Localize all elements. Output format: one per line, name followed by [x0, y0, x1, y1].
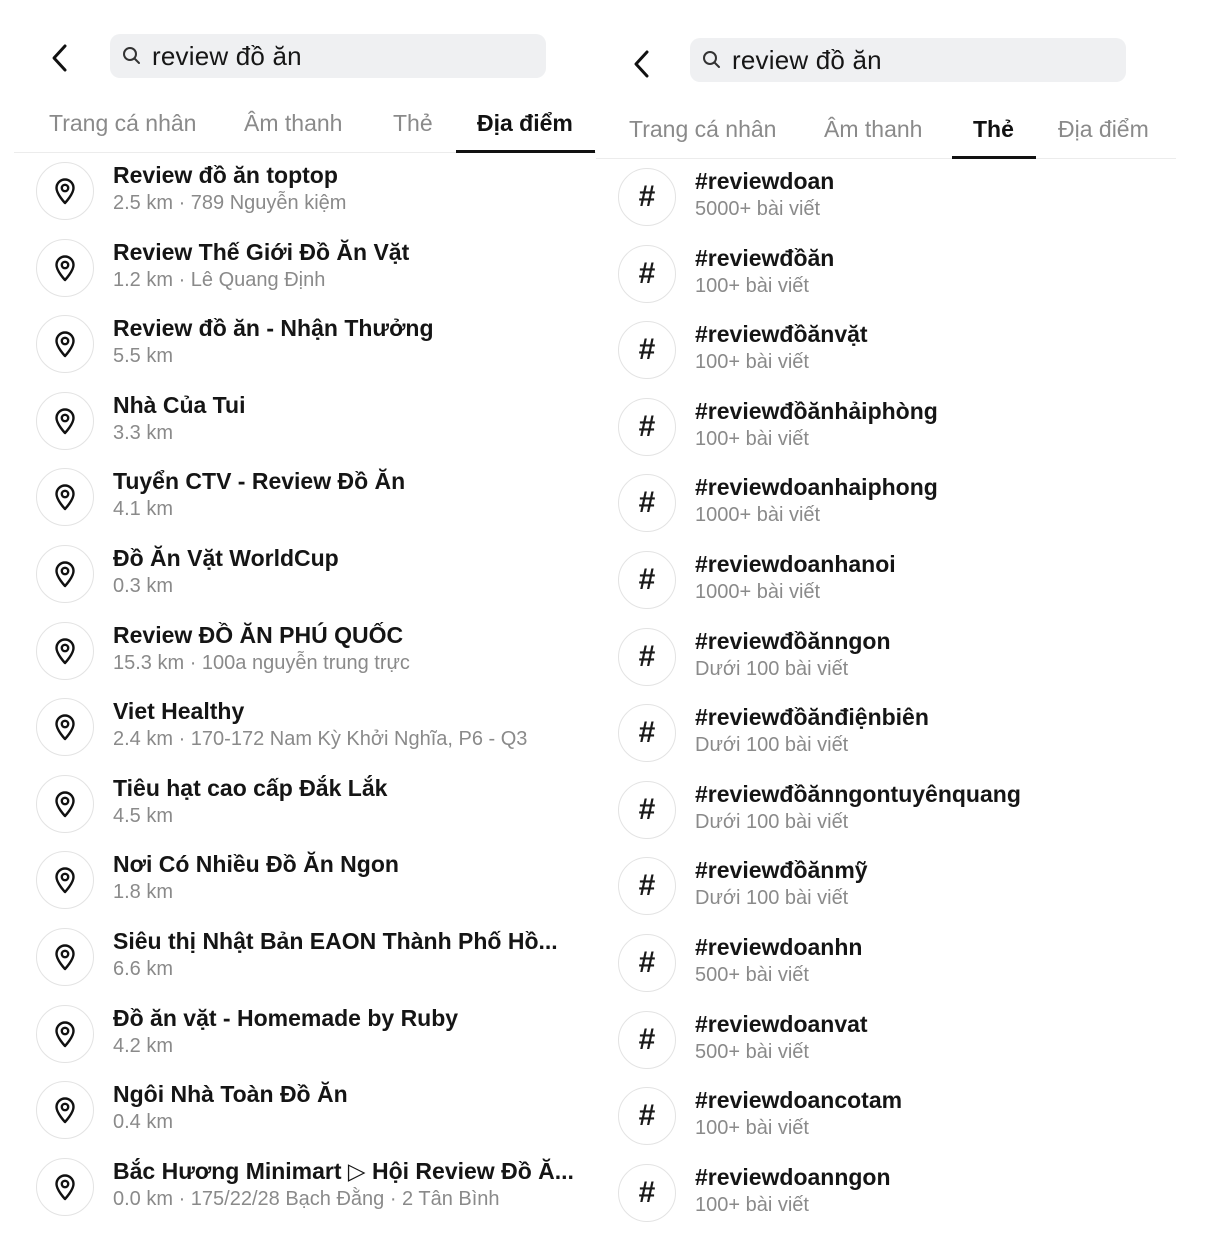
result-tabs	[596, 112, 1176, 159]
place-details: 0.0 km · 175/22/28 Bạch Đằng · 2 Tân Bình	[113, 1187, 500, 1210]
location-pin-icon	[36, 851, 94, 909]
place-name: Đồ ăn vặt - Homemade by Ruby	[113, 1004, 459, 1031]
place-name: Review đồ ăn toptop	[113, 162, 338, 188]
hashtag-name: #reviewdoanvat	[695, 1010, 868, 1037]
place-name: Siêu thị Nhật Bản EAON Thành Phố Hồ...	[113, 927, 558, 954]
place-name: Đồ Ăn Vặt WorldCup	[113, 544, 339, 571]
chevron-left-icon	[632, 49, 652, 79]
location-pin-icon	[36, 315, 94, 373]
tab-hashtags[interactable]	[952, 112, 1036, 158]
location-pin-icon	[36, 1158, 94, 1216]
place-row[interactable]	[14, 620, 596, 697]
hashtag-row[interactable]	[596, 626, 1176, 703]
hashtag-icon	[618, 781, 676, 839]
result-tabs	[14, 106, 596, 153]
places-search-screen	[14, 0, 596, 1210]
location-pin-icon	[36, 1005, 94, 1063]
hashtag-row[interactable]	[596, 549, 1176, 626]
hashtag-post-count: Dưới 100 bài viết	[695, 734, 849, 757]
hashtag-post-count: 100+ bài viết	[695, 1117, 809, 1140]
hashtag-icon	[618, 934, 676, 992]
hashtag-row[interactable]	[596, 472, 1176, 549]
tab-places[interactable]: Địa điểm	[1058, 116, 1149, 142]
tab-profiles[interactable]: Trang cá nhân	[49, 110, 197, 136]
location-pin-icon	[36, 239, 94, 297]
place-details: 2.5 km · 789 Nguyễn kiệm	[113, 192, 347, 214]
hashtag-post-count: Dưới 100 bài viết	[695, 810, 849, 833]
search-query: review đồ ăn	[732, 44, 882, 75]
tab-places-label: Địa điểm	[477, 110, 573, 136]
hashtag-row[interactable]	[596, 855, 1176, 932]
hash-symbol: #	[638, 1099, 656, 1133]
hashtag-row[interactable]	[596, 1162, 1176, 1238]
place-row[interactable]	[14, 1156, 596, 1233]
hashtag-post-count: 5000+ bài viết	[695, 198, 821, 220]
place-name: Review Thế Giới Đồ Ăn Vặt	[113, 238, 410, 265]
location-pin-icon	[36, 1081, 94, 1139]
place-name: Tuyển CTV - Review Đồ Ăn	[113, 468, 406, 495]
hashtag-name: #reviewđồănvặt	[695, 321, 868, 348]
place-row[interactable]	[14, 390, 596, 467]
location-pin-icon	[36, 698, 94, 756]
hashtag-row[interactable]	[596, 396, 1176, 473]
hash-symbol: #	[638, 1022, 656, 1056]
search-header	[596, 42, 1176, 102]
hashtag-name: #reviewđồănngon	[695, 627, 891, 654]
hash-symbol: #	[638, 562, 656, 596]
hashtag-row[interactable]	[596, 932, 1176, 1009]
hashtag-post-count: 1000+ bài viết	[695, 504, 821, 527]
place-details: 3.3 km	[113, 421, 174, 444]
hash-symbol: #	[638, 945, 656, 979]
search-query: review đồ ăn	[152, 40, 302, 71]
hash-symbol: #	[638, 639, 656, 673]
hashtag-icon	[618, 245, 676, 303]
hashtags-search-screen	[596, 0, 1176, 1216]
place-row[interactable]	[14, 926, 596, 1003]
place-name: Nơi Có Nhiều Đồ Ăn Ngon	[113, 851, 399, 878]
hashtag-icon	[618, 628, 676, 686]
place-details: 2.4 km · 170-172 Nam Kỳ Khởi Nghĩa, P6 - Q3	[113, 728, 528, 751]
hash-symbol: #	[638, 716, 656, 750]
place-row[interactable]	[14, 1079, 596, 1156]
hashtag-name: #reviewđồănmỹ	[695, 857, 868, 884]
hashtag-icon	[618, 857, 676, 915]
location-pin-icon	[36, 622, 94, 680]
hashtag-name: #reviewdoanhn	[695, 933, 863, 960]
place-details: 4.2 km	[113, 1034, 174, 1057]
place-name: Review đồ ăn - Nhận Thưởng	[113, 315, 434, 342]
hash-symbol: #	[638, 869, 656, 903]
search-icon	[702, 49, 724, 71]
hashtag-icon	[618, 704, 676, 762]
hash-symbol: #	[638, 409, 656, 443]
place-name: Review ĐỒ ĂN PHÚ QUỐC	[113, 621, 404, 648]
hash-symbol: #	[638, 333, 656, 367]
tab-sounds[interactable]: Âm thanh	[244, 110, 343, 136]
hashtag-post-count: 500+ bài viết	[695, 1040, 809, 1063]
search-input[interactable]	[690, 38, 1126, 82]
back-button[interactable]	[624, 46, 660, 82]
hashtag-row[interactable]	[596, 243, 1176, 320]
place-name: Tiêu hạt cao cấp Đắk Lắk	[113, 774, 388, 801]
hashtag-name: #reviewdoanhaiphong	[695, 474, 938, 501]
hashtag-row[interactable]	[596, 779, 1176, 856]
hashtag-name: #reviewdoancotam	[695, 1087, 903, 1114]
hashtag-row[interactable]	[596, 1009, 1176, 1086]
search-header	[14, 36, 596, 96]
hashtag-name: #reviewđồănhảiphòng	[695, 397, 938, 424]
place-row[interactable]	[14, 696, 596, 773]
tab-profiles[interactable]: Trang cá nhân	[629, 116, 777, 142]
location-pin-icon	[36, 928, 94, 986]
hashtag-name: #reviewđồănđiệnbiên	[695, 704, 929, 731]
hashtag-row[interactable]	[596, 702, 1176, 779]
search-input[interactable]	[110, 34, 546, 78]
place-row[interactable]	[14, 237, 596, 314]
location-pin-icon	[36, 162, 94, 220]
tab-places[interactable]	[456, 106, 596, 152]
active-tab-indicator	[456, 150, 595, 153]
place-name: Viet Healthy	[113, 698, 245, 725]
hashtag-post-count: 100+ bài viết	[695, 274, 809, 297]
hashtag-post-count: Dưới 100 bài viết	[695, 887, 849, 910]
place-details: 0.4 km	[113, 1111, 174, 1134]
place-row[interactable]	[14, 849, 596, 926]
place-row[interactable]	[14, 773, 596, 850]
hashtags-list	[596, 166, 1176, 1238]
place-name: Nhà Của Tui	[113, 391, 246, 418]
hashtag-icon	[618, 474, 676, 532]
hashtag-name: #reviewđồăn	[695, 244, 835, 271]
place-details: 4.5 km	[113, 804, 174, 827]
back-button[interactable]	[42, 40, 78, 76]
place-name: Ngôi Nhà Toàn Đồ Ăn	[113, 1081, 348, 1108]
location-pin-icon	[36, 545, 94, 603]
hash-symbol: #	[638, 256, 656, 290]
hashtag-name: #reviewđồănngontuyênquang	[695, 780, 1021, 807]
hashtag-icon	[618, 1087, 676, 1145]
place-details: 1.8 km	[113, 881, 174, 904]
location-pin-icon	[36, 775, 94, 833]
place-row[interactable]	[14, 466, 596, 543]
hash-symbol: #	[638, 486, 656, 520]
hashtag-icon	[618, 398, 676, 456]
tab-hashtags[interactable]: Thẻ	[393, 110, 433, 136]
tab-hashtags-label: Thẻ	[973, 116, 1014, 142]
tab-sounds[interactable]: Âm thanh	[824, 116, 923, 142]
hash-symbol: #	[638, 1175, 656, 1209]
place-details: 15.3 km · 100a nguyễn trung trực	[113, 651, 410, 674]
hashtag-row[interactable]	[596, 319, 1176, 396]
place-row[interactable]	[14, 543, 596, 620]
hashtag-icon	[618, 551, 676, 609]
location-pin-icon	[36, 468, 94, 526]
hashtag-icon	[618, 1164, 676, 1222]
location-pin-icon	[36, 392, 94, 450]
place-details: 1.2 km · Lê Quang Định	[113, 268, 326, 291]
place-details: 0.3 km	[113, 574, 174, 597]
hashtag-post-count: 100+ bài viết	[695, 351, 809, 374]
place-details: 4.1 km	[113, 498, 174, 521]
hash-symbol: #	[638, 180, 656, 213]
hashtag-name: #reviewdoan	[695, 168, 835, 194]
hashtag-post-count: 100+ bài viết	[695, 1193, 809, 1216]
hashtag-name: #reviewdoanngon	[695, 1163, 891, 1190]
active-tab-indicator	[952, 156, 1036, 159]
place-name: Bắc Hương Minimart ▷ Hội Review Đồ Ă...	[113, 1157, 574, 1184]
hashtag-post-count: 1000+ bài viết	[695, 580, 821, 603]
search-icon	[122, 45, 144, 67]
hash-symbol: #	[638, 792, 656, 826]
place-row[interactable]	[14, 160, 596, 237]
hashtag-icon	[618, 168, 676, 226]
hashtag-name: #reviewdoanhanoi	[695, 550, 896, 577]
chevron-left-icon	[50, 43, 70, 73]
hashtag-row[interactable]	[596, 166, 1176, 243]
place-row[interactable]	[14, 1003, 596, 1080]
hashtag-post-count: 100+ bài viết	[695, 427, 809, 450]
place-row[interactable]	[14, 313, 596, 390]
hashtag-icon	[618, 321, 676, 379]
place-details: 6.6 km	[113, 957, 174, 980]
hashtag-post-count: 500+ bài viết	[695, 963, 809, 986]
places-list	[14, 160, 596, 1232]
hashtag-row[interactable]	[596, 1085, 1176, 1162]
place-details: 5.5 km	[113, 345, 174, 368]
hashtag-icon	[618, 1011, 676, 1069]
hashtag-post-count: Dưới 100 bài viết	[695, 657, 849, 680]
